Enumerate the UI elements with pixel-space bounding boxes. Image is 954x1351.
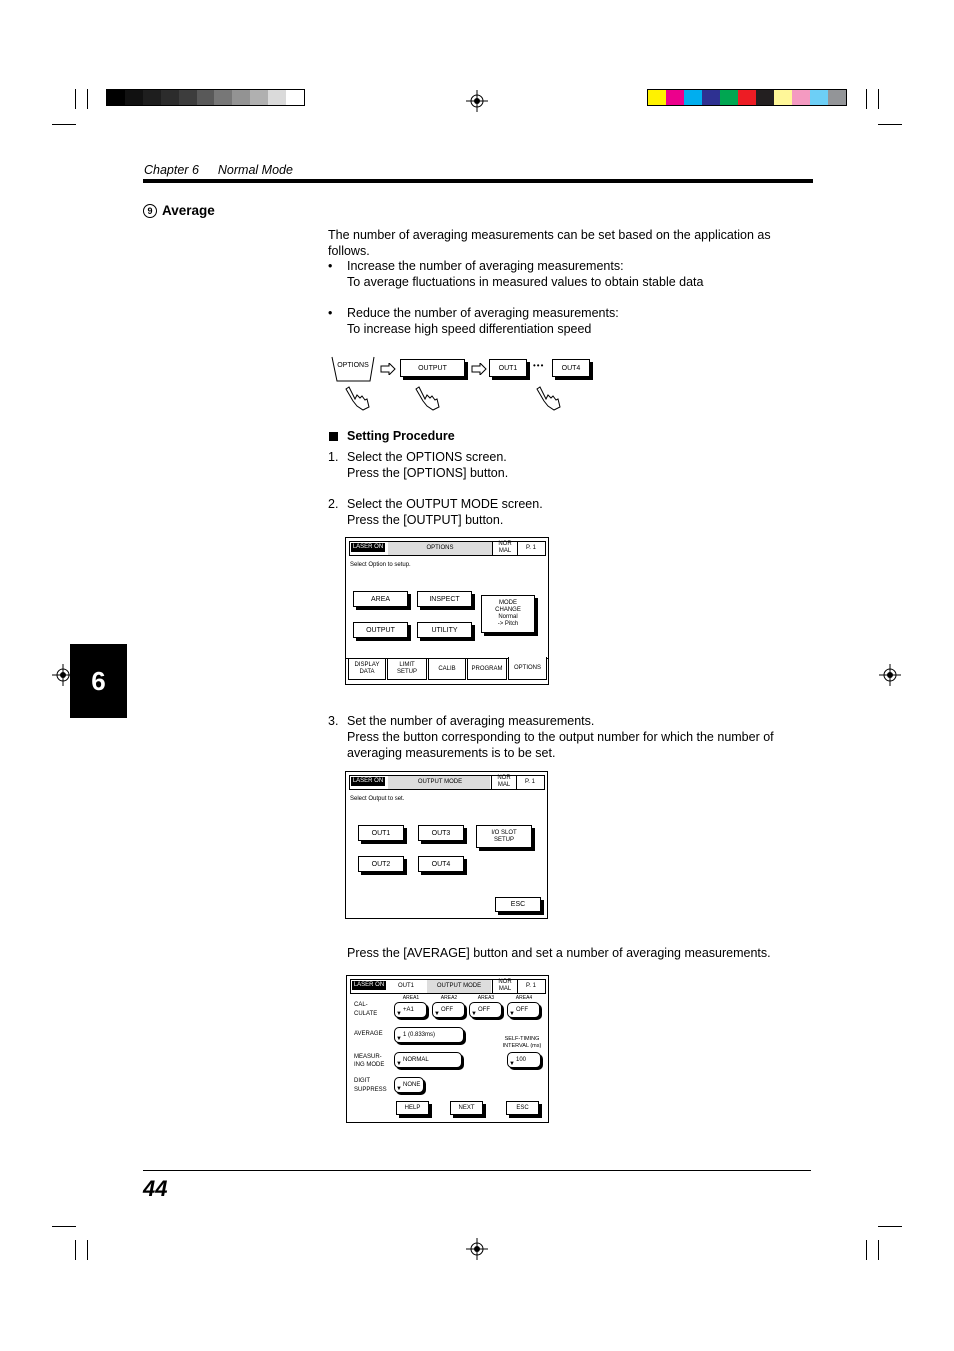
flow-options-label: OPTIONS bbox=[337, 362, 369, 369]
pointing-hand-icon bbox=[413, 385, 443, 411]
bullet-mark: • bbox=[328, 306, 333, 320]
crop-mark bbox=[52, 1226, 76, 1227]
area4-calculate-selector[interactable]: ▼ OFF bbox=[507, 1002, 540, 1018]
footer-rule bbox=[143, 1170, 811, 1171]
area2-calculate-selector[interactable]: ▼ OFF bbox=[432, 1002, 465, 1018]
mode-indicator-top: NOR bbox=[498, 979, 512, 985]
arrow-right-icon bbox=[471, 363, 487, 375]
screen-title: OUTPUT MODE bbox=[417, 779, 463, 785]
mode-indicator-bottom: MAL bbox=[498, 986, 512, 992]
output-mode-out1-screen bbox=[346, 975, 549, 1123]
crop-mark bbox=[878, 1240, 879, 1260]
options-tab-shape bbox=[330, 355, 376, 385]
io-slot-setup-button[interactable]: I/O SLOT SETUP bbox=[476, 825, 532, 848]
utility-button[interactable]: UTILITY bbox=[417, 622, 472, 638]
area-header: AREA1 bbox=[402, 995, 420, 1001]
output-button[interactable]: OUTPUT bbox=[353, 622, 408, 638]
screen-title: OUTPUT MODE bbox=[436, 983, 482, 989]
out2-button[interactable]: OUT2 bbox=[358, 856, 404, 872]
arrow-right-icon bbox=[380, 363, 396, 375]
laser-on-indicator: LASER ON bbox=[352, 544, 384, 550]
crop-mark bbox=[75, 89, 76, 109]
header-rule bbox=[143, 179, 813, 183]
step-text: Select the OUTPUT MODE screen. bbox=[347, 497, 543, 511]
average-button[interactable]: ▼ 1 (0.833ms) bbox=[394, 1027, 464, 1043]
esc-button[interactable]: ESC bbox=[506, 1101, 539, 1115]
area3-calculate-selector[interactable]: ▼ OFF bbox=[469, 1002, 502, 1018]
area-header: AREA3 bbox=[477, 995, 495, 1001]
dropdown-arrow-icon: ▼ bbox=[509, 1061, 515, 1067]
intro-paragraph: The number of averaging measurements can be set based on the application as follows. bbox=[328, 228, 771, 258]
crop-mark bbox=[866, 89, 867, 109]
color-bar bbox=[647, 89, 847, 106]
measuring-mode-label: MEASUR- ING MODE bbox=[354, 1054, 385, 1068]
inspect-button[interactable]: INSPECT bbox=[417, 591, 472, 607]
output-number-label: OUT1 bbox=[397, 983, 414, 989]
section-number: 9 bbox=[143, 204, 157, 218]
step-text: averaging measurements is to be set. bbox=[347, 746, 556, 760]
crop-mark bbox=[866, 1240, 867, 1260]
bullet-text: To increase high speed differentiation speed bbox=[347, 322, 592, 336]
dropdown-arrow-icon: ▼ bbox=[434, 1011, 440, 1017]
step-text: Press the [OPTIONS] button. bbox=[347, 466, 509, 480]
next-button[interactable]: NEXT bbox=[450, 1101, 483, 1115]
output-mode-screen bbox=[345, 771, 548, 919]
pointing-hand-icon bbox=[343, 385, 373, 411]
tab-options[interactable]: OPTIONS bbox=[508, 657, 547, 680]
step-text: Set the number of averaging measurements. bbox=[347, 714, 595, 728]
out4-button[interactable]: OUT4 bbox=[418, 856, 464, 872]
crop-mark bbox=[878, 89, 879, 109]
mode-change-button[interactable]: MODE CHANGE Normal -> Pitch bbox=[481, 595, 535, 633]
page-indicator: P. 1 bbox=[526, 545, 536, 551]
bullet-text: Increase the number of averaging measurements: bbox=[347, 259, 624, 273]
laser-on-indicator: LASER ON bbox=[352, 778, 384, 784]
registration-mark-icon bbox=[879, 664, 901, 686]
tab-program[interactable]: PROGRAM bbox=[467, 659, 507, 680]
pointing-hand-icon bbox=[534, 385, 564, 411]
esc-button[interactable]: ESC bbox=[495, 897, 541, 912]
page-number: 44 bbox=[143, 1176, 168, 1201]
dropdown-arrow-icon: ▼ bbox=[396, 1011, 402, 1017]
step-text: Press the button corresponding to the output number for which the number of bbox=[347, 730, 774, 744]
area-button[interactable]: AREA bbox=[353, 591, 408, 607]
bullet-mark: • bbox=[328, 259, 333, 273]
running-header: Chapter 6 Normal Mode bbox=[144, 163, 293, 177]
procedure-title: Setting Procedure bbox=[347, 429, 455, 443]
chapter-tab: 6 bbox=[70, 644, 127, 718]
registration-mark-icon bbox=[466, 90, 488, 112]
out1-button[interactable]: OUT1 bbox=[358, 825, 404, 841]
options-screen bbox=[345, 537, 549, 685]
flow-output-button[interactable]: OUTPUT bbox=[400, 359, 465, 377]
step-number: 2. bbox=[328, 497, 339, 511]
section-title: Average bbox=[162, 203, 215, 218]
crop-mark bbox=[87, 89, 88, 109]
step-number: 1. bbox=[328, 450, 339, 464]
tab-calib[interactable]: CALIB bbox=[428, 659, 466, 680]
mode-indicator-bottom: MAL bbox=[497, 782, 511, 788]
mode-indicator-top: NOR bbox=[497, 775, 511, 781]
dropdown-arrow-icon: ▼ bbox=[396, 1086, 402, 1092]
square-bullet-icon bbox=[329, 432, 338, 441]
page-indicator: P. 1 bbox=[525, 779, 535, 785]
dropdown-arrow-icon: ▼ bbox=[396, 1036, 402, 1042]
self-timing-label: SELF-TIMING INTERVAL (ms) bbox=[502, 1036, 542, 1049]
mode-indicator-top: NOR bbox=[498, 541, 512, 547]
dropdown-arrow-icon: ▼ bbox=[396, 1061, 402, 1067]
mode-indicator-bottom: MAL bbox=[498, 548, 512, 554]
section-heading bbox=[143, 203, 215, 218]
registration-mark-icon bbox=[466, 1238, 488, 1260]
step-text: Select the OPTIONS screen. bbox=[347, 450, 507, 464]
self-timing-interval-input[interactable]: ▼ 100 bbox=[507, 1052, 541, 1068]
grayscale-bar bbox=[106, 89, 305, 106]
flow-out4-button[interactable]: OUT4 bbox=[552, 359, 590, 377]
crop-mark bbox=[52, 124, 76, 125]
step-number: 3. bbox=[328, 714, 339, 728]
tab-limit-setup[interactable]: LIMIT SETUP bbox=[387, 659, 427, 680]
area1-calculate-selector[interactable]: ▼ +A1 bbox=[394, 1002, 427, 1018]
bullet-text: Reduce the number of averaging measurements: bbox=[347, 306, 619, 320]
crop-mark bbox=[878, 1226, 902, 1227]
crop-mark bbox=[87, 1240, 88, 1260]
instruction-text: Press the [AVERAGE] button and set a number of averaging measurements. bbox=[347, 946, 771, 960]
crop-mark bbox=[878, 124, 902, 125]
measuring-mode-selector[interactable]: ▼ NORMAL bbox=[394, 1052, 462, 1068]
area-header: AREA4 bbox=[515, 995, 533, 1001]
tab-display-data[interactable]: DISPLAY DATA bbox=[348, 659, 386, 680]
area-header: AREA2 bbox=[440, 995, 458, 1001]
dropdown-arrow-icon: ▼ bbox=[509, 1011, 515, 1017]
laser-on-indicator: LASER ON bbox=[353, 982, 385, 988]
calculate-label: CAL- CULATE bbox=[354, 1002, 378, 1017]
out3-button[interactable]: OUT3 bbox=[418, 825, 464, 841]
screen-prompt: Select Output to set. bbox=[350, 796, 405, 802]
step-text: Press the [OUTPUT] button. bbox=[347, 513, 504, 527]
screen-title: OPTIONS bbox=[426, 545, 454, 551]
screen-prompt: Select Option to setup. bbox=[350, 562, 411, 568]
digit-suppress-label: DIGIT SUPPRESS bbox=[354, 1078, 387, 1093]
flow-out1-button[interactable]: OUT1 bbox=[489, 359, 527, 377]
average-label: AVERAGE bbox=[354, 1031, 383, 1037]
crop-mark bbox=[75, 1240, 76, 1260]
digit-suppress-selector[interactable]: ▼ NONE bbox=[394, 1077, 424, 1093]
page-indicator: P. 1 bbox=[526, 983, 536, 989]
help-button[interactable]: HELP bbox=[396, 1101, 429, 1115]
flow-ellipsis: ••• bbox=[533, 361, 545, 370]
dropdown-arrow-icon: ▼ bbox=[471, 1011, 477, 1017]
bullet-text: To average fluctuations in measured values to obtain stable data bbox=[347, 275, 704, 289]
